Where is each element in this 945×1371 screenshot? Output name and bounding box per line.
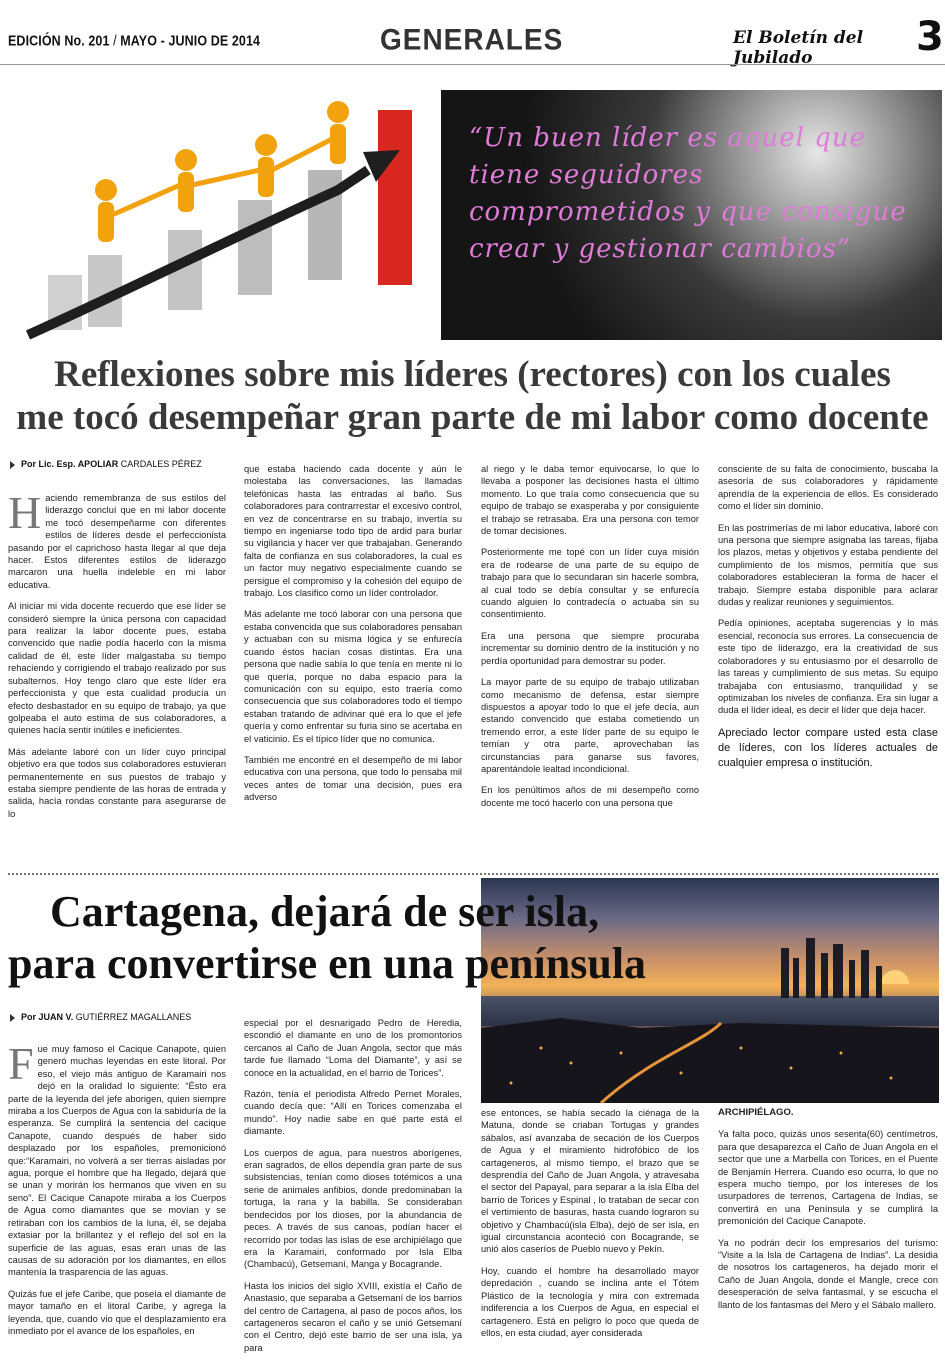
edition-date: MAYO - JUNIO DE 2014 xyxy=(120,32,261,50)
article1-headline xyxy=(0,353,945,439)
article1-column-2 xyxy=(244,463,462,813)
article1-paragraph: Más adelante laboré con un líder cuyo principal objetivo era que todos sus colaboradores estuvieran permanentemente en sus puestos de trabajo y estaba siempre pendiente de las horas de entrada y salida, hacía rondas constante para asegurarse de lo xyxy=(8,746,226,819)
article1-column-3 xyxy=(481,463,699,818)
article2-paragraph: Ya falta poco, quizás unos sesenta(60) centímetros, para que desaparezca el Caño de Juan Angola en el sector que une a Marbella con Torices, en el Puente de Benjamín Herrera. Cuando eso ocurra, lo que no espera mucho tiempo, por los intereses de los usurpadores de terrenos, Cartagena de Indias, se convertirá en una Península y se cumplirá la premonición del Cacique Canapote. xyxy=(718,1129,938,1227)
drop-cap: H xyxy=(8,487,42,538)
article1-paragraph: Era una persona que siempre procuraba incrementar su dominio dentro de la institución y no perdía oportunidad para demostrar su poder. xyxy=(481,630,699,666)
article1-paragraph: que estaba haciendo cada docente y aún le molestaba las conversaciones, las llamadas telefónicas hasta las entradas al baño. Sus colaboradores para contrarrestar el excesivo control, en vez de concentrarse en su trabajo, invertía su tiempo en ingeniarse todo tipo de ardid para burlar su vigilancia y hacer ver que trabajaban. Generando falta de confianza en sus colaboradores, la cual es un factor muy negativo especialmente cuando se persigue el compromiso y la cohesión del equipo de trabajo. Los clasifico como un líder controlador. xyxy=(244,464,462,599)
article-separator xyxy=(8,873,938,875)
section-title: GENERALES xyxy=(380,23,564,56)
bokeh-quote-image xyxy=(441,90,942,340)
teamwork-illustration xyxy=(8,90,434,340)
byline-name-bold: APOLIAR xyxy=(77,459,119,469)
article1-paragraph: Posteriormente me topé con un líder cuya misión era de rodearse de una parte de su equipo de trabajo para que lo secundaran sin hacerle sombra, al cual todo se debía consultar y se enfurecía cuando alguien lo contradecía o actuaba sin su consentimiento. xyxy=(481,547,699,620)
article2-headline-line2: para convertirse en una península xyxy=(8,939,647,988)
article2-paragraph: Hasta los inicios del siglo XVIII, existía el Caño de Anastasio, que separaba a Getsemaní de los barrios del centro de Cartagena, al paso de pocos años, los cartageneros secaron el caño y se unió Getsemaní con el Centro, dejó este barrio de ser una isla, ya para xyxy=(244,1280,462,1353)
article1-paragraph: La mayor parte de su equipo de trabajo utilizaban como mecanismo de defensa, estar siempre dispuestos a apoyar todo lo que el jefe decía, aun estando convencido que estaba cometiendo un tremendo error, a este líder parte de su equipo le temían y otra parte, aprovechaban las circunstancias para ganarse sus favores, aparentándole lealtad incondicional. xyxy=(481,677,699,774)
drop-cap: F xyxy=(8,1038,34,1089)
teamwork-graph-image xyxy=(8,90,434,340)
article2-paragraph: Hoy, cuando el hombre ha desarrollado mayor depredación , cuando se inclina ante el Tótem Plástico de la tecnología y mira con extremada indiferencia a los Cuerpos de Agua, en especial el cartagenero. Está en peligro lo poco que queda de ellos, en esta ciudad, ayer considerada xyxy=(481,1265,699,1338)
byline-name: CARDALES PÉREZ xyxy=(120,459,202,469)
paper-name: El Boletín del Jubilado xyxy=(733,28,864,68)
byline-name-bold: JUAN V. xyxy=(38,1012,74,1022)
article2-paragraph: especial por el desnarigado Pedro de Heredia, escondió el diamante en uno de los promontorios cercanos al Caño de Juan Angola, sector que más tarde fue llamado “Loma del Diamante”, y así se conoce en la actualidad, en el barrio de Torices”. xyxy=(244,1018,462,1078)
article1-paragraph xyxy=(8,487,226,591)
page-number: 3 xyxy=(916,14,944,60)
article2-paragraph: Quizás fue el jefe Caribe, que poseía el diamante de mayor tamaño en el litoral Caribe, y agrega la leyenda, que, cuando vio que el desplazamiento era inmediato por el avance de los españoles, en xyxy=(8,1288,226,1336)
article2-paragraph: ese entonces, se había secado la ciénaga de la Matuna, donde se criaban Tortugas y grandes sábalos, así avanzaba de secación de los Cuerpos de Agua y el miramiento hidrofóbico de los cartageneros, al mismo tiempo, el brazo que se desprendía del Caño de Juan Angola, y atravesaba el sector del Papayal, para separar a la isla Elba del barrio de Torices y Espinal , lo trataban de secar con el vertimiento de basuras, hasta cuando lograron su objetivo y Chambacú(isla Elba), dejó de ser isla, en igual circunstancia aconteció con Bocagrande, se unió alos caseríos de Pueblo nuevo y Pekín. xyxy=(481,1108,699,1255)
leader-quote: “Un buen líder es aquel que tiene seguidores comprometidos y que consigue crear y gestionar cambios” xyxy=(469,123,907,264)
article1-paragraph: consciente de su falta de conocimiento, buscaba la asesoría de sus colaboradores y rápidamente aprendía de la experiencia de ellos. Es considerado como el líder sin dominio. xyxy=(718,464,938,512)
article1-paragraph: al riego y le daba temor equivocarse, lo que lo llevaba a posponer las decisiones hasta el último momento. Lo que traía como consecuencia que su equipo de trabajo se exasperaba y por consiguiente el trabajo se retrasaba. Era una persona con temor de tomar decisiones. xyxy=(481,464,699,537)
article1-headline-line2: me tocó desempeñar gran parte de mi labor como docente xyxy=(16,397,929,438)
article2-column-2 xyxy=(244,1017,462,1363)
article2-byline xyxy=(10,1012,191,1022)
byline-prefix: Por Lic. Esp. xyxy=(21,459,76,469)
paragraph-text: aciendo remembranza de sus estilos del liderazgo concluí que en mi labor docente me tocó desempeñarme con diferentes estilos de líderes desde el perfeccionista pasando por el caprichoso hasta llegar al que deja hacer. Estos diferentes estilos de liderazgo marcaron una huella indeleble en mi labor educativa. xyxy=(8,493,226,590)
article1-headline-line1: Reflexiones sobre mis líderes (rectores) con los cuales xyxy=(54,354,891,395)
article2-paragraph xyxy=(8,1038,226,1279)
article1-byline xyxy=(10,459,202,469)
article1-column-4 xyxy=(718,463,938,780)
header-rule xyxy=(0,64,945,65)
edition-label: EDICIÓN xyxy=(8,32,61,50)
article2-paragraph: Razón, tenía el periodista Alfredo Pernet Morales, cuando decía que: “Allí en Torices comenzaba el mundo”. Hoy nadie sabe en qué parte está el diamante. xyxy=(244,1089,462,1137)
article2-column-3 xyxy=(481,1107,699,1348)
paragraph-text: ue muy famoso el Cacique Canapote, quien generó muchas leyendas en este litoral. Por eso, el viejo más antiguo de Karamairi nos dejó en la oralidad lo siguiente: “Ésto era parte de la leyenda del jefe aborigen, quien siempre miraba a los Cuerpos de Agua con la sabiduría de la esperanza. Se cumplirá la sentencia del cacique Canapote, cuando después de haber sido desplazado por los españoles, premonicionó que:“Karamairi, no volverá a ser tierras aisladas por agua, porque el hombre que ha llegado, dejará que se unan y morirán los hermanos que viven en su seno”. El Cacique Canapote miraba a los Cuerpos de Agua como diamantes que se movían y se retiraban con los cambios de la luna, él, se dejaba extasiar por la brillantez y el reflejo del sol en la superficie de las aguas, esas eran unas de las causas de su adoración por los diamantes, en ellos mantenía la trasparencia de las aguas. xyxy=(8,1044,226,1278)
byline-prefix: Por xyxy=(21,1012,37,1022)
article1-closing: Apreciado lector compare usted esta clase de líderes, con los líderes actuales de cualquier empresa o institución. xyxy=(718,726,938,769)
article1-paragraph: Al iniciar mi vida docente recuerdo que ese líder se consideró siempre la única persona con capacidad para realizar la labor docente pues, estaba convencido que nadie podía hacerlo con la misma calidad de él, este líder malgastaba su tiempo rehaciendo y corrigiendo el trabajo realizado por sus subalternos. Hoy tengo claro que este líder era perfeccionista y que esta cualidad producía un efecto desbastador en su equipo de trabajo, ya que golpeaba el auto estima de sus colaboradores, a quienes hacía sentir inútiles e ineficientes. xyxy=(8,601,226,736)
article2-paragraph: Los cuerpos de agua, para nuestros aborígenes, eran sagrados, de ellos dependía gran parte de sus subsistencias, tenían como dioses totémicos a una serie de animales anfibios, donde predominaban la tortuga, la rana y la babilla. Se consideraban bendecidos por los dioses, por la abundancia de peces. A través de sus canoas, podían hacer el recorrido por todas las islas de ese archipiélago que era la Karamairi, conformado por Isla Elba (Chambacú), Getsemaní, Manga y Bocagrande. xyxy=(244,1147,462,1270)
edition-separator: / xyxy=(113,32,117,50)
edition-info xyxy=(8,33,260,49)
article2-subheading: ARCHIPIÉLAGO. xyxy=(718,1107,794,1118)
article2-column-4 xyxy=(718,1107,938,1320)
article1-paragraph: En las postrimerías de mi labor educativa, laboré con una persona que siempre asignaba las tareas, fijaba los plazos, metas y objetivos y estaba pendiente del cumplimiento de los mismos, permitía que sus colaboradores establecieran la forma de hacer el trabajo. Siempre estaba disponible para aclarar dudas y realizar reuniones y seguimientos. xyxy=(718,522,938,608)
article1-paragraph: También me encontré en el desempeño de mi labor educativa con una persona, que todo lo pensaba mil veces antes de tomar una decisión, pues era adverso xyxy=(244,754,462,803)
article2-headline-line1: Cartagena, dejará de ser isla, xyxy=(50,887,600,936)
article2-column-1 xyxy=(8,1038,226,1346)
byline-name: GUTIÉRREZ MAGALLANES xyxy=(75,1012,192,1022)
byline-arrow-icon xyxy=(10,461,15,469)
article1-column-1 xyxy=(8,487,226,829)
article1-paragraph: En los penúltimos años de mi desempeño como docente me tocó hacerlo con una persona que xyxy=(481,785,699,808)
edition-number: No. 201 xyxy=(64,32,110,50)
article2-paragraph: Ya no podrán decir los empresarios del turismo: “Visite a la Isla de Cartagena de Indias”. La desidia de nosotros los cartageneros, ha dejado morir el Caño de Juan Angola, donde el Mangle, crece con desesperación de selva fantasmal, y se escucha el llanto de los fantasmas del Mero y el Sábalo mallero. xyxy=(718,1237,938,1310)
article1-paragraph: Más adelante me tocó laborar con una persona que estaba convencida que sus colaboradores pensaban y actuaban con su misma lógica y se enfurecía cuando éstos hacían cosas distintas. Era una persona que nadie sabía lo que tenía en mente ni lo que quería, porque no daba espacio para la comunicación con su equipo, esto traería como consecuencia que sus colaboradores todo el tiempo estaban tratando de adivinar qué era lo que el jefe quería y como enfrentar su furia sino se acertaba en el vaticinio. Es el típico líder que no comunica. xyxy=(244,609,462,744)
byline-arrow-icon xyxy=(10,1014,15,1022)
article1-paragraph: Pedía opiniones, aceptaba sugerencias y lo más esencial, reconocía sus errores. La consecuencia de este tipo de liderazgo, era la creatividad de sus colaboradores y su entusiasmo por el desarrollo de las tareas y cumplimiento de sus metas. Su equipo trabajaba con entusiasmo, tranquilidad y se optimizaban los niveles de confianza. Era sin lugar a duda el líder ideal, es decir el líder que deja hacer. xyxy=(718,618,938,716)
article2-headline xyxy=(8,886,646,990)
